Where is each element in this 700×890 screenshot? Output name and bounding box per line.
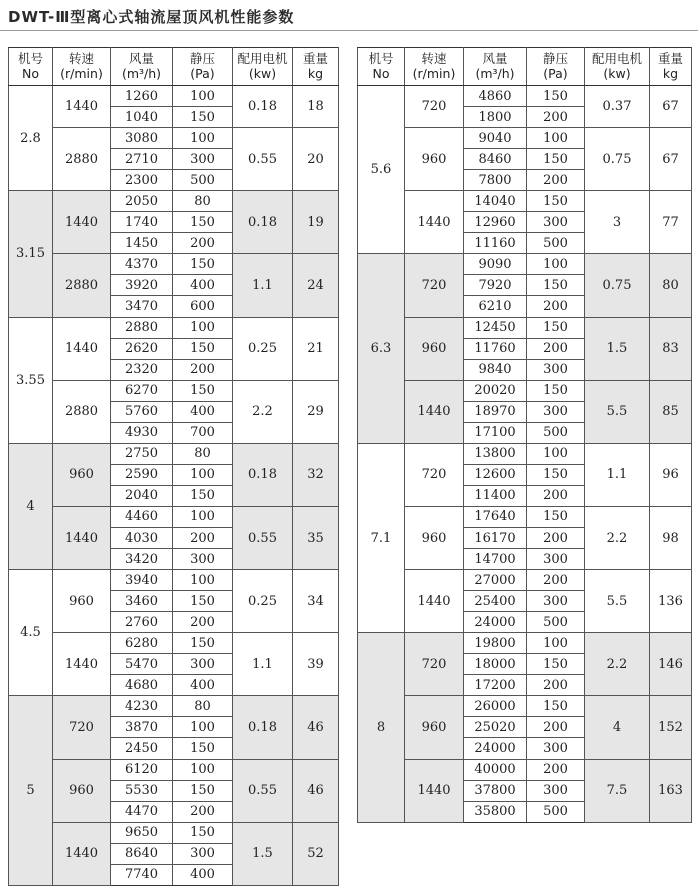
pressure-cell: 200 — [527, 527, 585, 548]
motor-cell: 1.5 — [233, 822, 293, 885]
table-row — [9, 506, 339, 527]
volume-cell: 18000 — [464, 654, 527, 675]
pressure-cell: 100 — [527, 443, 585, 464]
volume-cell: 7800 — [464, 170, 527, 191]
weight-cell: 21 — [293, 317, 339, 380]
volume-cell: 6210 — [464, 296, 527, 317]
volume-cell: 9090 — [464, 254, 527, 275]
machine-no-cell: 5.6 — [358, 86, 405, 254]
weight-cell: 85 — [650, 380, 692, 443]
speed-cell: 1440 — [405, 570, 464, 633]
table-row — [9, 759, 339, 780]
pressure-cell: 200 — [173, 612, 233, 633]
pressure-cell: 300 — [527, 549, 585, 570]
speed-cell: 960 — [405, 696, 464, 759]
pressure-cell: 150 — [173, 338, 233, 359]
volume-cell: 2450 — [111, 738, 173, 759]
pressure-cell: 150 — [173, 380, 233, 401]
pressure-cell: 400 — [173, 275, 233, 296]
volume-cell: 14700 — [464, 549, 527, 570]
pressure-cell: 100 — [173, 86, 233, 107]
pressure-cell: 150 — [173, 212, 233, 233]
pressure-cell: 150 — [173, 254, 233, 275]
volume-cell: 16170 — [464, 527, 527, 548]
volume-cell: 5470 — [111, 654, 173, 675]
volume-cell: 2750 — [111, 443, 173, 464]
weight-cell: 35 — [293, 506, 339, 569]
weight-cell: 136 — [650, 570, 692, 633]
volume-cell: 7740 — [111, 864, 173, 885]
volume-cell: 19800 — [464, 633, 527, 654]
motor-cell: 0.37 — [585, 86, 650, 128]
volume-cell: 7920 — [464, 275, 527, 296]
weight-cell: 67 — [650, 86, 692, 128]
pressure-cell: 300 — [173, 149, 233, 170]
motor-cell: 2.2 — [585, 633, 650, 696]
pressure-cell: 400 — [173, 401, 233, 422]
volume-cell: 2620 — [111, 338, 173, 359]
volume-cell: 3080 — [111, 128, 173, 149]
table-body-right — [358, 86, 692, 823]
machine-no-cell: 4 — [9, 443, 53, 569]
header-pressure: 静压 (Pa) — [527, 48, 585, 86]
volume-cell: 1740 — [111, 212, 173, 233]
pressure-cell: 100 — [173, 506, 233, 527]
table-row — [9, 633, 339, 654]
weight-cell: 152 — [650, 696, 692, 759]
weight-cell: 29 — [293, 380, 339, 443]
volume-cell: 6270 — [111, 380, 173, 401]
speed-cell: 1440 — [405, 759, 464, 822]
volume-cell: 4470 — [111, 801, 173, 822]
motor-cell: 1.1 — [585, 443, 650, 506]
speed-cell: 1440 — [53, 822, 111, 885]
weight-cell: 77 — [650, 191, 692, 254]
volume-cell: 8460 — [464, 149, 527, 170]
volume-cell: 35800 — [464, 801, 527, 822]
volume-cell: 2590 — [111, 464, 173, 485]
table-header-row — [358, 48, 692, 86]
weight-cell: 46 — [293, 759, 339, 822]
table-row — [9, 128, 339, 149]
pressure-cell: 200 — [527, 570, 585, 591]
volume-cell: 9840 — [464, 359, 527, 380]
volume-cell: 24000 — [464, 612, 527, 633]
motor-cell: 0.18 — [233, 443, 293, 506]
volume-cell: 2050 — [111, 191, 173, 212]
pressure-cell: 100 — [173, 464, 233, 485]
pressure-cell: 100 — [527, 254, 585, 275]
machine-no-cell: 6.3 — [358, 254, 405, 443]
speed-cell: 720 — [405, 633, 464, 696]
pressure-cell: 300 — [527, 359, 585, 380]
weight-cell: 39 — [293, 633, 339, 696]
machine-no-cell: 5 — [9, 696, 53, 885]
header-speed: 转速 (r/min) — [405, 48, 464, 86]
motor-cell: 0.75 — [585, 254, 650, 317]
speed-cell: 2880 — [53, 380, 111, 443]
weight-cell: 98 — [650, 506, 692, 569]
volume-cell: 1040 — [111, 107, 173, 128]
volume-cell: 3920 — [111, 275, 173, 296]
motor-cell: 0.25 — [233, 570, 293, 633]
volume-cell: 14040 — [464, 191, 527, 212]
pressure-cell: 700 — [173, 422, 233, 443]
table-header-row — [9, 48, 339, 86]
weight-cell: 34 — [293, 570, 339, 633]
machine-no-cell: 3.15 — [9, 191, 53, 317]
pressure-cell: 300 — [527, 212, 585, 233]
volume-cell: 25020 — [464, 717, 527, 738]
volume-cell: 25400 — [464, 591, 527, 612]
pressure-cell: 150 — [527, 506, 585, 527]
machine-no-cell: 8 — [358, 633, 405, 822]
speed-cell: 1440 — [405, 380, 464, 443]
pressure-cell: 200 — [527, 717, 585, 738]
pressure-cell: 200 — [527, 759, 585, 780]
header-speed: 转速 (r/min) — [53, 48, 111, 86]
page-title: DWT-Ⅲ型离心式轴流屋顶风机性能参数 — [8, 8, 295, 26]
machine-no-cell: 2.8 — [9, 86, 53, 191]
volume-cell: 26000 — [464, 696, 527, 717]
volume-cell: 9650 — [111, 822, 173, 843]
volume-cell: 1800 — [464, 107, 527, 128]
pressure-cell: 150 — [527, 654, 585, 675]
table-row — [9, 317, 339, 338]
speed-cell: 1440 — [53, 86, 111, 128]
table-body-left — [9, 86, 339, 886]
volume-cell: 12960 — [464, 212, 527, 233]
volume-cell: 11400 — [464, 485, 527, 506]
pressure-cell: 200 — [527, 675, 585, 696]
pressure-cell: 150 — [527, 191, 585, 212]
volume-cell: 2710 — [111, 149, 173, 170]
table-row — [9, 822, 339, 843]
motor-cell: 2.2 — [585, 506, 650, 569]
motor-cell: 0.18 — [233, 86, 293, 128]
volume-cell: 2760 — [111, 612, 173, 633]
volume-cell: 4680 — [111, 675, 173, 696]
speed-cell: 960 — [53, 443, 111, 506]
volume-cell: 12450 — [464, 317, 527, 338]
volume-cell: 5530 — [111, 780, 173, 801]
motor-cell: 0.75 — [585, 128, 650, 191]
pressure-cell: 150 — [173, 738, 233, 759]
volume-cell: 4460 — [111, 506, 173, 527]
volume-cell: 4370 — [111, 254, 173, 275]
volume-cell: 24000 — [464, 738, 527, 759]
pressure-cell: 150 — [527, 317, 585, 338]
table-row — [9, 380, 339, 401]
pressure-cell: 150 — [527, 86, 585, 107]
speed-cell: 960 — [53, 759, 111, 822]
volume-cell: 27000 — [464, 570, 527, 591]
speed-cell: 1440 — [405, 191, 464, 254]
weight-cell: 80 — [650, 254, 692, 317]
weight-cell: 24 — [293, 254, 339, 317]
pressure-cell: 300 — [527, 780, 585, 801]
volume-cell: 4030 — [111, 527, 173, 548]
header-no: 机号 No — [9, 48, 53, 86]
speed-cell: 960 — [405, 506, 464, 569]
motor-cell: 1.1 — [233, 633, 293, 696]
speed-cell: 1440 — [53, 317, 111, 380]
volume-cell: 12600 — [464, 464, 527, 485]
pressure-cell: 100 — [527, 633, 585, 654]
volume-cell: 2300 — [111, 170, 173, 191]
volume-cell: 37800 — [464, 780, 527, 801]
pressure-cell: 200 — [173, 801, 233, 822]
speed-cell: 1440 — [53, 633, 111, 696]
header-volume: 风量 (m³/h) — [111, 48, 173, 86]
pressure-cell: 150 — [173, 107, 233, 128]
speed-cell: 720 — [405, 86, 464, 128]
volume-cell: 17100 — [464, 422, 527, 443]
table-row — [9, 696, 339, 717]
motor-cell: 0.18 — [233, 191, 293, 254]
motor-cell: 3 — [585, 191, 650, 254]
pressure-cell: 80 — [173, 191, 233, 212]
pressure-cell: 150 — [527, 696, 585, 717]
pressure-cell: 200 — [527, 338, 585, 359]
volume-cell: 3420 — [111, 549, 173, 570]
motor-cell: 0.18 — [233, 696, 293, 759]
header-no: 机号 No — [358, 48, 405, 86]
motor-cell: 5.5 — [585, 570, 650, 633]
volume-cell: 5760 — [111, 401, 173, 422]
table-row — [9, 570, 339, 591]
table-row — [358, 128, 692, 149]
speed-cell: 2880 — [53, 128, 111, 191]
pressure-cell: 100 — [173, 759, 233, 780]
pressure-cell: 150 — [173, 633, 233, 654]
pressure-cell: 500 — [527, 233, 585, 254]
volume-cell: 17200 — [464, 675, 527, 696]
pressure-cell: 300 — [173, 549, 233, 570]
motor-cell: 4 — [585, 696, 650, 759]
weight-cell: 18 — [293, 86, 339, 128]
motor-cell: 7.5 — [585, 759, 650, 822]
title-divider — [0, 30, 698, 31]
weight-cell: 46 — [293, 696, 339, 759]
pressure-cell: 150 — [527, 149, 585, 170]
pressure-cell: 150 — [173, 591, 233, 612]
pressure-cell: 500 — [173, 170, 233, 191]
pressure-cell: 150 — [173, 780, 233, 801]
volume-cell: 6120 — [111, 759, 173, 780]
table-row — [358, 86, 692, 107]
pressure-cell: 300 — [173, 654, 233, 675]
speed-cell: 2880 — [53, 254, 111, 317]
speed-cell: 960 — [53, 570, 111, 633]
table-row — [358, 317, 692, 338]
pressure-cell: 100 — [173, 128, 233, 149]
pressure-cell: 500 — [527, 422, 585, 443]
pressure-cell: 300 — [527, 401, 585, 422]
table-row — [358, 633, 692, 654]
volume-cell: 4860 — [464, 86, 527, 107]
table-row — [358, 443, 692, 464]
pressure-cell: 500 — [527, 801, 585, 822]
pressure-cell: 150 — [527, 464, 585, 485]
machine-no-cell: 3.55 — [9, 317, 53, 443]
table-row — [9, 86, 339, 107]
pressure-cell: 400 — [173, 864, 233, 885]
weight-cell: 32 — [293, 443, 339, 506]
volume-cell: 2880 — [111, 317, 173, 338]
volume-cell: 9040 — [464, 128, 527, 149]
header-volume: 风量 (m³/h) — [464, 48, 527, 86]
volume-cell: 40000 — [464, 759, 527, 780]
pressure-cell: 100 — [173, 717, 233, 738]
volume-cell: 18970 — [464, 401, 527, 422]
volume-cell: 3470 — [111, 296, 173, 317]
table-row — [358, 696, 692, 717]
volume-cell: 3940 — [111, 570, 173, 591]
performance-table-left — [8, 47, 339, 886]
pressure-cell: 150 — [527, 380, 585, 401]
pressure-cell: 80 — [173, 696, 233, 717]
volume-cell: 4930 — [111, 422, 173, 443]
speed-cell: 960 — [405, 317, 464, 380]
volume-cell: 13800 — [464, 443, 527, 464]
pressure-cell: 200 — [527, 170, 585, 191]
pressure-cell: 300 — [173, 843, 233, 864]
weight-cell: 67 — [650, 128, 692, 191]
header-pressure: 静压 (Pa) — [173, 48, 233, 86]
table-row — [358, 759, 692, 780]
pressure-cell: 100 — [173, 570, 233, 591]
speed-cell: 720 — [405, 254, 464, 317]
speed-cell: 1440 — [53, 191, 111, 254]
speed-cell: 720 — [405, 443, 464, 506]
header-motor: 配用电机 (kw) — [233, 48, 293, 86]
volume-cell: 20020 — [464, 380, 527, 401]
pressure-cell: 80 — [173, 443, 233, 464]
weight-cell: 83 — [650, 317, 692, 380]
table-row — [358, 506, 692, 527]
pressure-cell: 600 — [173, 296, 233, 317]
performance-table-right — [357, 47, 692, 823]
motor-cell: 0.25 — [233, 317, 293, 380]
pressure-cell: 200 — [527, 485, 585, 506]
volume-cell: 3460 — [111, 591, 173, 612]
speed-cell: 1440 — [53, 506, 111, 569]
pressure-cell: 200 — [173, 527, 233, 548]
table-row — [358, 570, 692, 591]
volume-cell: 11160 — [464, 233, 527, 254]
machine-no-cell: 4.5 — [9, 570, 53, 696]
volume-cell: 1450 — [111, 233, 173, 254]
pressure-cell: 200 — [173, 359, 233, 380]
weight-cell: 163 — [650, 759, 692, 822]
volume-cell: 2040 — [111, 485, 173, 506]
volume-cell: 2320 — [111, 359, 173, 380]
table-row — [358, 380, 692, 401]
motor-cell: 2.2 — [233, 380, 293, 443]
table-row — [358, 191, 692, 212]
volume-cell: 3870 — [111, 717, 173, 738]
machine-no-cell: 7.1 — [358, 443, 405, 632]
weight-cell: 19 — [293, 191, 339, 254]
header-motor: 配用电机 (kw) — [585, 48, 650, 86]
header-weight: 重量 kg — [293, 48, 339, 86]
motor-cell: 5.5 — [585, 380, 650, 443]
speed-cell: 720 — [53, 696, 111, 759]
volume-cell: 4230 — [111, 696, 173, 717]
volume-cell: 17640 — [464, 506, 527, 527]
weight-cell: 96 — [650, 443, 692, 506]
volume-cell: 11760 — [464, 338, 527, 359]
speed-cell: 960 — [405, 128, 464, 191]
pressure-cell: 100 — [527, 128, 585, 149]
pressure-cell: 200 — [527, 296, 585, 317]
pressure-cell: 500 — [527, 612, 585, 633]
volume-cell: 6280 — [111, 633, 173, 654]
weight-cell: 52 — [293, 822, 339, 885]
pressure-cell: 200 — [173, 233, 233, 254]
pressure-cell: 300 — [527, 738, 585, 759]
motor-cell: 0.55 — [233, 128, 293, 191]
table-row — [358, 254, 692, 275]
pressure-cell: 150 — [527, 275, 585, 296]
weight-cell: 146 — [650, 633, 692, 696]
pressure-cell: 400 — [173, 675, 233, 696]
header-weight: 重量 kg — [650, 48, 692, 86]
pressure-cell: 100 — [173, 317, 233, 338]
table-row — [9, 191, 339, 212]
volume-cell: 8640 — [111, 843, 173, 864]
motor-cell: 1.1 — [233, 254, 293, 317]
table-row — [9, 443, 339, 464]
pressure-cell: 150 — [173, 485, 233, 506]
motor-cell: 0.55 — [233, 759, 293, 822]
weight-cell: 20 — [293, 128, 339, 191]
pressure-cell: 150 — [173, 822, 233, 843]
motor-cell: 1.5 — [585, 317, 650, 380]
pressure-cell: 200 — [527, 107, 585, 128]
volume-cell: 1260 — [111, 86, 173, 107]
motor-cell: 0.55 — [233, 506, 293, 569]
table-row — [9, 254, 339, 275]
pressure-cell: 300 — [527, 591, 585, 612]
